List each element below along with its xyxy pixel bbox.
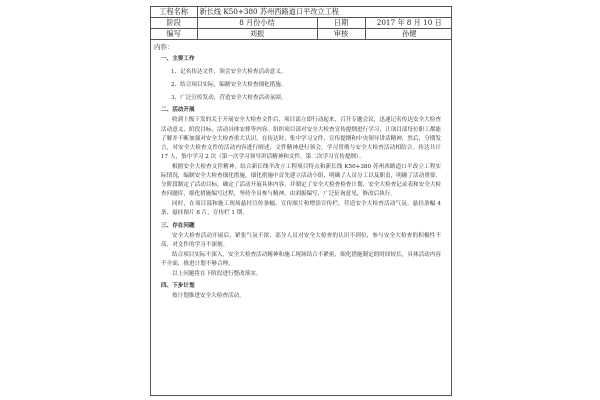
content-body [151, 55, 451, 301]
list-item: 1、记名传达文件，领会安全大检查活动意义。 [171, 69, 287, 76]
section-title: 四、下步计划 [161, 283, 195, 290]
paragraph: 根据安全大检查文件精神，结合新长线平改立工程项目特点和新长线 K50+380 苏州西路道口平改立工程实际情况，编制安全大检查细化措施，细化措施中首先建立活动小组，明确了人员分工以及职责，明确了活动重要，分阶段制定了活动目标，确定了活动开展具体内容，并制定了安全大检查检查计划、安全大检查记录表和安全大检查问题库，细化措施编写过程，坚持全员参与精神，由刘振编写，广泛征询意见，修改后执行。 [161, 163, 441, 198]
paragraph: 同时，在项目部和施工现场悬挂宣传条幅、宣传图片和增添宣传栏，营造安全大检查活动气氛。悬挂条幅 4 条、悬挂图片 8 片，宣传栏 1 期。 [161, 201, 441, 217]
section-title: 一、主要工作 [161, 56, 195, 62]
header-table [151, 7, 452, 40]
project-name-value: 新长线 K50+380 苏州西路道口平改立工程 [197, 7, 452, 18]
reviewer-label: 审核 [317, 29, 365, 40]
content-label: 内容： [154, 43, 174, 51]
paragraph: 按计划推进安全大检查活动。 [172, 293, 245, 300]
reviewer-value: 孙健 [365, 29, 452, 40]
paragraph: 以上问题将在下阶段进行整改落实。 [172, 270, 262, 277]
section-title: 二、活动开展 [161, 107, 195, 114]
header-row-project [151, 7, 452, 18]
date-label: 日期 [317, 18, 365, 29]
date-value: 2017 年 8 月 10 日 [365, 18, 452, 29]
list-item: 2、结合项目实际，编制安全大检查细化措施。 [171, 82, 287, 89]
author-value: 刘振 [197, 29, 317, 40]
header-row-author [151, 29, 452, 40]
paragraph: 收到上级下发的关于开展安全大检查文件后，项目部立即行动起来，召开专题会议，迅速记名传达安全大检查活动意义、阶段目标、活动具体安排等内容。组织项目部对安全大检查宣传提纲进行学习，让项目部每位职工都能了解并不断加强对安全大检查重大认识。在传达时，集中学习文件、宣传提纲和中央领导讲话精神，然后，分期发言，对安全大检查文件的活动内容进行阐述，文件精神进行领会，学习贯彻与安全大检查活动相结合。传达共计 17 人，集中学习 2 次（第一次学习领导讲话精神和文件，第二次学习宣传提纲）。 [161, 117, 441, 160]
stage-value: 8 月份小结 [197, 18, 317, 29]
stage-label: 阶段 [151, 18, 197, 29]
header-row-stage [151, 18, 452, 29]
list-item: 3、广泛宣传发动，营造安全大检查活动氛围。 [171, 95, 287, 102]
paragraph: 安全大检查活动开展后，紧张气氛不浓，部分人员对安全大检查的认识不到位，参与安全大检查的积极性不高，对文件的学习不深刻。 [161, 232, 441, 248]
project-name-label: 工程名称 [151, 7, 197, 18]
author-label: 编写 [151, 29, 197, 40]
document-sheet [150, 6, 452, 396]
paragraph: 结合项目实际不深入，安全大检查活动精神和施工现场结合不紧密，细化措施制定的时间较长，具体活动内容不全面，推进计划不够合理。 [161, 251, 441, 267]
section-title: 三、存在问题 [161, 222, 195, 229]
